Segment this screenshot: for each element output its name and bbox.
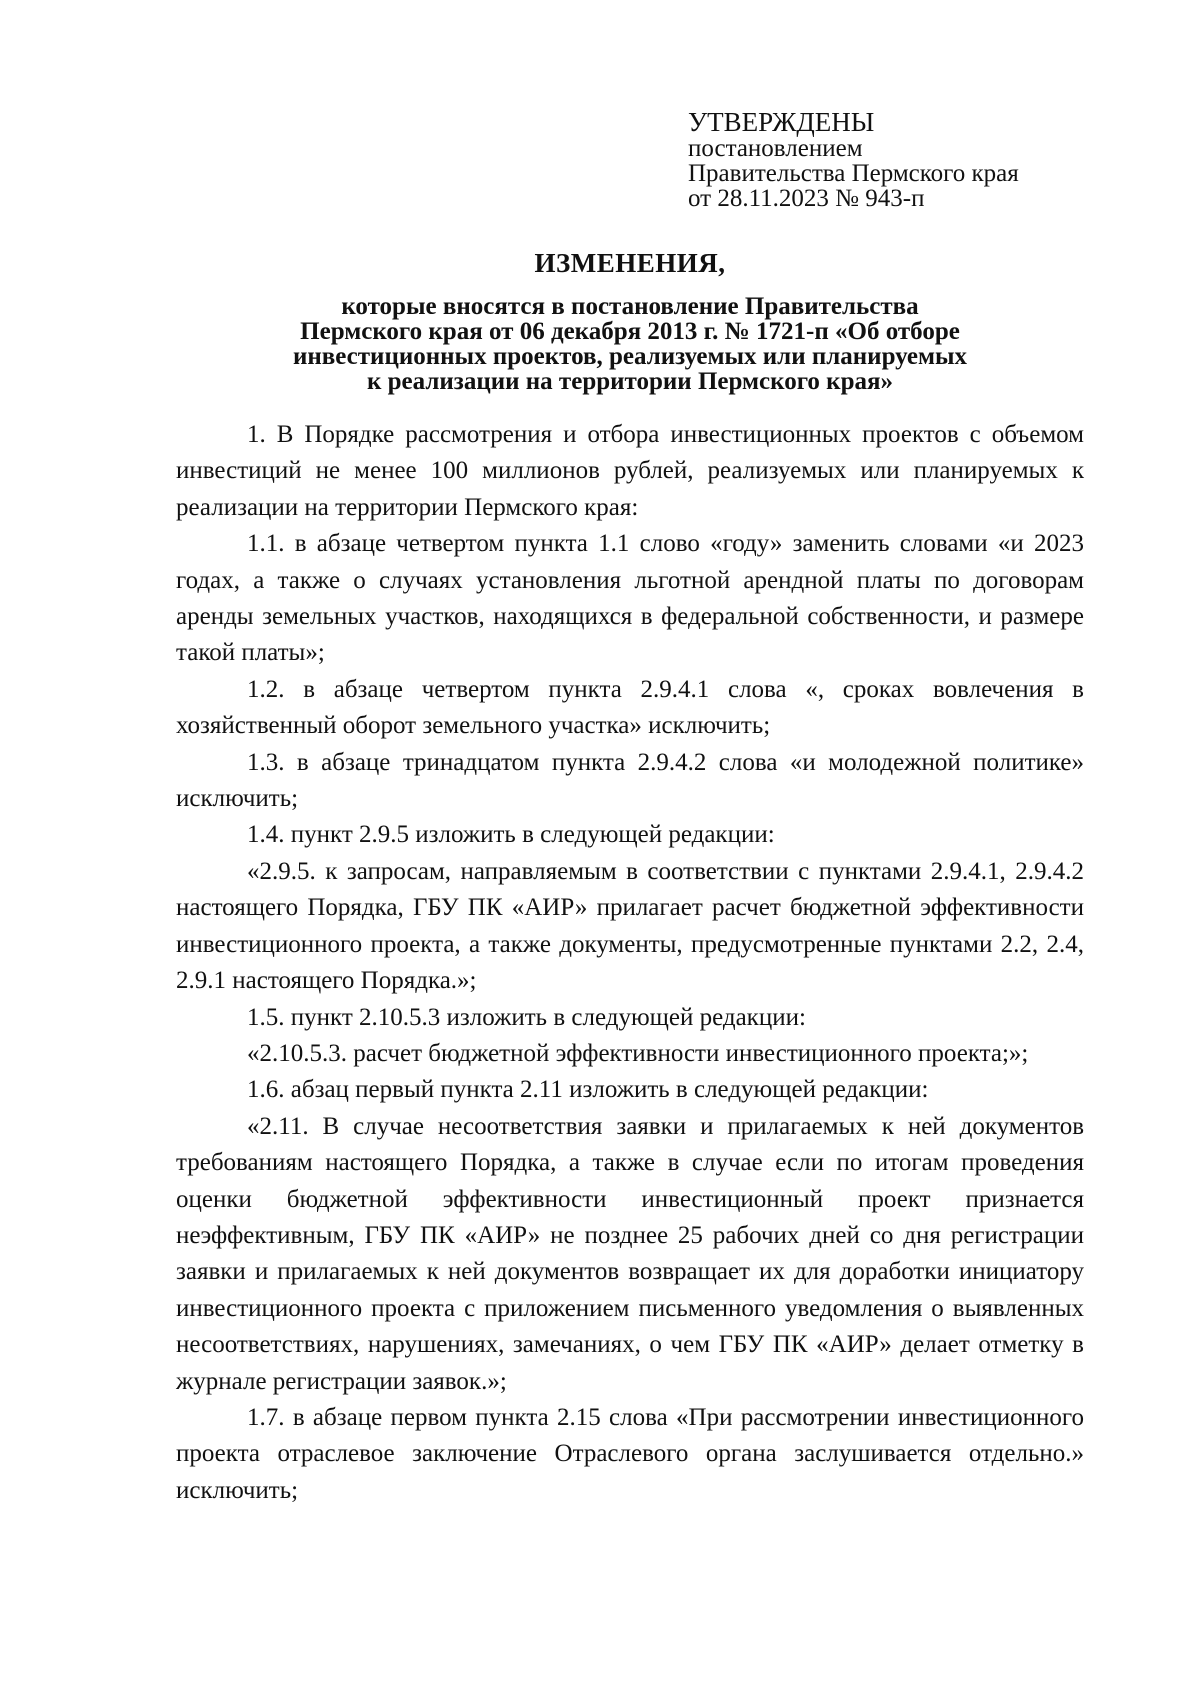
document-title: ИЗМЕНЕНИЯ, — [534, 248, 726, 278]
approval-line-1: постановлением — [688, 135, 863, 162]
subtitle-line-1: которые вносятся в постановление Правительства — [341, 293, 919, 320]
paragraph-1-3: 1.3. в абзаце тринадцатом пункта 2.9.4.2 слова «и молодежной политике» исключить; — [176, 748, 1084, 813]
title-block — [180, 248, 1080, 394]
document-subtitle — [180, 294, 1080, 394]
approval-stamp — [688, 108, 1108, 211]
paragraph-2-9-5: «2.9.5. к запросам, направляемым в соответствии с пунктами 2.9.4.1, 2.9.4.2 настоящего Порядка, ГБУ ПК «АИР» прилагает расчет бюджетной эффективности инвестиционного проекта, а также документы, предусмотренные пунктами 2.2, 2.4, 2.9.1 настоящего Порядка.»; — [176, 857, 1084, 995]
paragraph-1: 1. В Порядке рассмотрения и отбора инвестиционных проектов с объемом инвестиций не менее 100 миллионов рублей, реализуемых или планируемых к реализации на территории Пермского края: — [176, 421, 1084, 521]
paragraph-1-4: 1.4. пункт 2.9.5 изложить в следующей редакции: — [247, 821, 775, 849]
subtitle-line-3: инвестиционных проектов, реализуемых или планируемых — [292, 343, 968, 370]
paragraph-1-7: 1.7. в абзаце первом пункта 2.15 слова «При рассмотрении инвестиционного проекта отраслевое заключение Отраслевого органа заслушивается отдельно.» исключить; — [176, 1403, 1084, 1504]
subtitle-line-2: Пермского края от 06 декабря 2013 г. № 1721-п «Об отборе — [300, 318, 960, 345]
document-body — [176, 417, 1084, 1509]
approval-heading: УТВЕРЖДЕНЫ — [688, 107, 875, 137]
approval-line-2: Правительства Пермского края — [688, 160, 1019, 187]
paragraph-2-11: «2.11. В случае несоответствия заявки и прилагаемых к ней документов требованиям настоящего Порядка, а также в случае если по итогам проведения оценки бюджетной эффективности инвестиционный проект признается неэффективным, ГБУ ПК «АИР» не позднее 25 рабочих дней со дня регистрации заявки и прилагаемых к ней документов возвращает их для доработки инициатору инвестиционного проекта с приложением письменного уведомления о выявленных несоответствиях, нарушениях, замечаниях, о чем ГБУ ПК «АИР» делает отметку в журнале регистрации заявок.»; — [176, 1112, 1084, 1395]
paragraph-1-6: 1.6. абзац первый пункта 2.11 изложить в следующей редакции: — [247, 1076, 929, 1104]
subtitle-line-4: к реализации на территории Пермского края» — [366, 368, 894, 395]
paragraph-1-2: 1.2. в абзаце четвертом пункта 2.9.4.1 слова «, сроках вовлечения в хозяйственный оборот земельного участка» исключить; — [176, 675, 1084, 740]
paragraph-2-10-5-3: «2.10.5.3. расчет бюджетной эффективности инвестиционного проекта;»; — [247, 1039, 1029, 1067]
paragraph-1-1: 1.1. в абзаце четвертом пункта 1.1 слово «году» заменить словами «и 2023 годах, а также о случаях установления льготной арендной платы по договорам аренды земельных участков, находящихся в федеральной собственности, и размере такой платы»; — [176, 530, 1084, 667]
paragraph-1-5: 1.5. пункт 2.10.5.3 изложить в следующей редакции: — [247, 1003, 806, 1031]
approval-line-3: от 28.11.2023 № 943-п — [688, 185, 925, 212]
